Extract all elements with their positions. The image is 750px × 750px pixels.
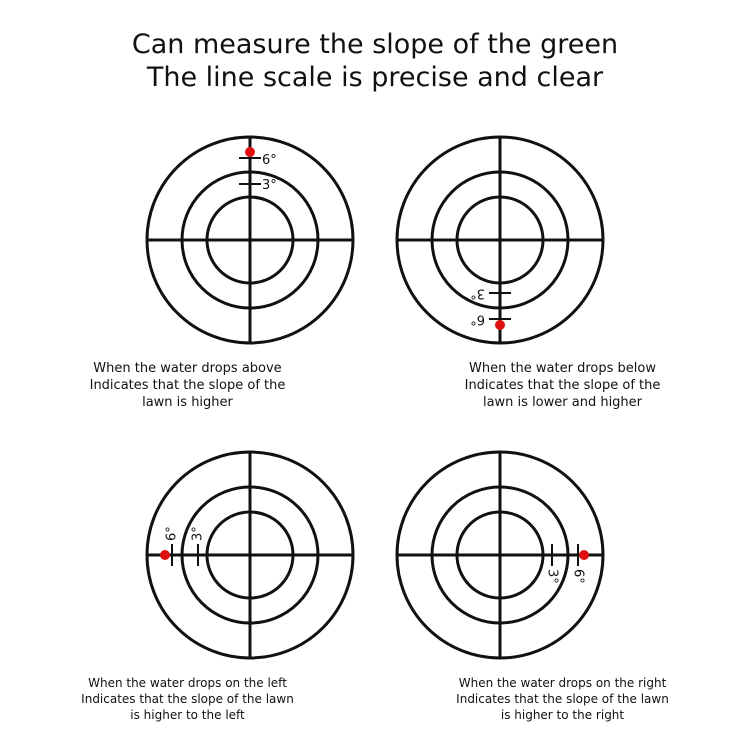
caption-line: is higher to the left xyxy=(130,708,245,722)
water-drop-marker xyxy=(579,550,589,560)
caption-below xyxy=(375,360,750,411)
caption-left xyxy=(0,675,375,723)
caption-line: Indicates that the slope of the lawn xyxy=(81,692,294,706)
level-gauge-below xyxy=(375,130,750,350)
caption-line: When the water drops on the right xyxy=(458,676,667,690)
caption-right xyxy=(375,675,750,723)
label-3-degree: 3° xyxy=(190,526,206,541)
caption-line: Indicates that the slope of the xyxy=(89,378,286,393)
panel-drop-right xyxy=(375,445,750,745)
heading-line-1: Can measure the slope of the green xyxy=(131,29,619,60)
caption-line: lawn is lower and higher xyxy=(482,395,643,410)
label-6-degree: 6° xyxy=(470,311,485,327)
panel-drop-left xyxy=(0,445,375,745)
caption-line: When the water drops above xyxy=(93,361,282,376)
caption-above xyxy=(0,360,375,411)
label-3-degree: 3° xyxy=(544,569,560,584)
label-6-degree: 6° xyxy=(262,153,277,168)
label-6-degree: 6° xyxy=(570,569,586,584)
level-gauge-right xyxy=(375,445,750,665)
caption-line: is higher to the right xyxy=(500,708,625,722)
caption-line: When the water drops below xyxy=(469,361,656,376)
water-drop-marker xyxy=(495,320,505,330)
water-drop-marker xyxy=(160,550,170,560)
caption-line: When the water drops on the left xyxy=(88,676,287,690)
label-6-degree: 6° xyxy=(164,526,180,541)
label-3-degree: 3° xyxy=(262,178,277,193)
panel-drop-above xyxy=(0,130,375,430)
caption-line: lawn is higher xyxy=(142,395,233,410)
panel-drop-below xyxy=(375,130,750,430)
level-gauge-left xyxy=(0,445,375,665)
page-heading xyxy=(0,28,750,94)
caption-line: Indicates that the slope of the lawn xyxy=(456,692,669,706)
heading-line-2: The line scale is precise and clear xyxy=(146,62,604,93)
level-gauge-above xyxy=(0,130,375,350)
label-3-degree: 3° xyxy=(470,285,485,301)
water-drop-marker xyxy=(245,147,255,157)
caption-line: Indicates that the slope of the xyxy=(464,378,661,393)
